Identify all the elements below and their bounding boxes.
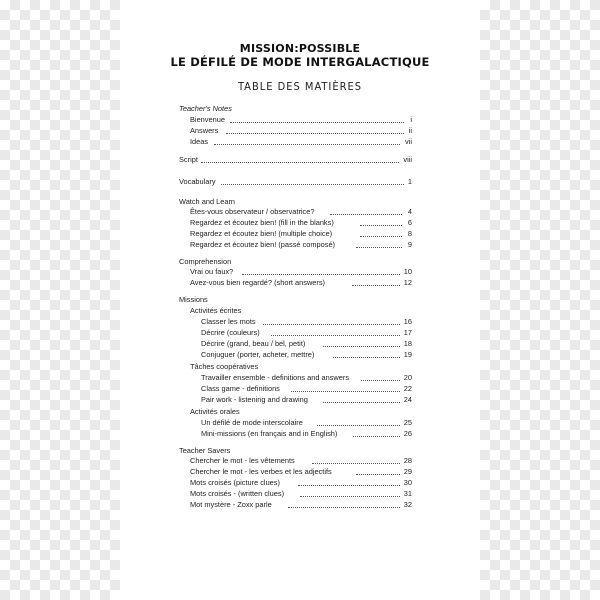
- toc-entry-label: Chercher le mot - les vêtements: [190, 456, 295, 465]
- toc-entry: [190, 206, 412, 217]
- toc-entry-page: 9: [407, 240, 412, 249]
- toc-entry: [190, 217, 412, 228]
- toc-entry-page: 24: [403, 395, 412, 404]
- toc-entry: [201, 349, 412, 360]
- toc-heading: TABLE DES MATIÈRES: [237, 80, 363, 93]
- subsection-heading-activites-orales: Activités orales: [190, 407, 240, 416]
- toc-entry: [190, 499, 412, 510]
- subsection-heading-taches-cooperatives: Tâches coopératives: [190, 362, 259, 371]
- dot-leader: [291, 390, 400, 392]
- toc-entry-page: 32: [403, 500, 412, 509]
- toc-entry-page: 10: [403, 267, 412, 276]
- toc-entry-label: Chercher le mot - les verbes et les adjectifs: [190, 467, 332, 476]
- toc-entry: [190, 488, 412, 499]
- toc-entry-page: i: [410, 115, 412, 124]
- dot-leader: [333, 356, 400, 358]
- dot-leader: [271, 334, 400, 336]
- toc-entry-label: Script: [179, 155, 198, 164]
- toc-entry-label: Vrai ou faux?: [190, 267, 234, 276]
- toc-entry-label: Classer les mots: [201, 317, 256, 326]
- dot-leader: [317, 424, 400, 426]
- toc-entry-page: 26: [403, 429, 412, 438]
- toc-entry: [190, 266, 412, 277]
- toc-entry-page: ii: [408, 126, 412, 135]
- toc-entry-page: 25: [403, 418, 412, 427]
- toc-entry-label: Êtes-vous observateur / observatrice?: [190, 207, 315, 216]
- toc-entry-label: Avez-vous bien regardé? (short answers): [190, 278, 326, 287]
- toc-entry: [190, 466, 412, 477]
- toc-entry-label: Regardez et écoutez bien! (fill in the blanks): [190, 218, 334, 227]
- dot-leader: [201, 161, 399, 163]
- dot-leader: [226, 132, 404, 134]
- toc-entry-label: Un défilé de mode interscolaire: [201, 418, 303, 427]
- toc-entry: [179, 154, 412, 165]
- toc-entry-page: 18: [403, 339, 412, 348]
- document-page: [120, 0, 480, 600]
- dot-leader: [330, 213, 402, 215]
- toc-entry: [201, 417, 412, 428]
- toc-entry: [201, 327, 412, 338]
- toc-entry-page: 20: [403, 373, 412, 382]
- toc-entry-label: Mot mystère - Zoxx parle: [190, 500, 272, 509]
- toc-entry-page: 12: [403, 278, 412, 287]
- toc-entry: [190, 239, 412, 250]
- dot-leader: [312, 462, 400, 464]
- toc-entry: [201, 338, 412, 349]
- toc-entry-page: 30: [403, 478, 412, 487]
- section-heading-teacher-savers: Teacher Savers: [179, 446, 231, 455]
- toc-entry-label: Mini-missions (en français and in English): [201, 429, 338, 438]
- toc-entry-label: Décrire (grand, beau / bel, petit): [201, 339, 306, 348]
- dot-leader: [323, 345, 400, 347]
- section-heading-teachers-notes: Teacher's Notes: [179, 104, 232, 113]
- dot-leader: [263, 323, 400, 325]
- toc-entry: [190, 228, 412, 239]
- toc-entry: [190, 136, 412, 147]
- toc-entry-page: vii: [405, 137, 412, 146]
- toc-entry-label: Conjuguer (porter, acheter, mettre): [201, 350, 315, 359]
- toc-entry-label: Answers: [190, 126, 219, 135]
- toc-entry: [201, 372, 412, 383]
- toc-entry-page: 16: [403, 317, 412, 326]
- toc-entry: [201, 428, 412, 439]
- dot-leader: [323, 401, 400, 403]
- document-title-line1: MISSION:POSSIBLE: [239, 42, 361, 55]
- dot-leader: [353, 435, 400, 437]
- toc-entry-label: Bienvenue: [190, 115, 225, 124]
- toc-entry-label: Ideas: [190, 137, 209, 146]
- toc-entry-label: Regardez et écoutez bien! (multiple choice): [190, 229, 333, 238]
- toc-entry: [190, 277, 412, 288]
- dot-leader: [221, 183, 404, 185]
- toc-entry-page: 17: [403, 328, 412, 337]
- dot-leader: [214, 143, 400, 145]
- toc-entry: [190, 477, 412, 488]
- dot-leader: [361, 379, 400, 381]
- toc-entry-label: Décrire (couleurs): [201, 328, 260, 337]
- toc-entry: [201, 394, 412, 405]
- dot-leader: [288, 506, 400, 508]
- toc-entry-label: Class game - definitions: [201, 384, 280, 393]
- toc-entry-label: Regardez et écoutez bien! (passé composé): [190, 240, 336, 249]
- section-heading-comprehension: Comprehension: [179, 257, 232, 266]
- toc-entry-page: 1: [407, 177, 412, 186]
- dot-leader: [230, 121, 404, 123]
- toc-entry-page: 8: [407, 229, 412, 238]
- toc-entry-label: Pair work - listening and drawing: [201, 395, 308, 404]
- document-title-line2: LE DÉFILÉ DE MODE INTERGALACTIQUE: [170, 55, 430, 69]
- dot-leader: [298, 484, 400, 486]
- toc-entry-label: Vocabulary: [179, 177, 216, 186]
- toc-entry: [201, 383, 412, 394]
- toc-entry-label: Travailler ensemble - definitions and answers: [201, 373, 350, 382]
- dot-leader: [352, 284, 400, 286]
- toc-entry-page: 29: [403, 467, 412, 476]
- toc-entry-page: 22: [403, 384, 412, 393]
- dot-leader: [242, 273, 400, 275]
- toc-entry-label: Mots croisés - (written clues): [190, 489, 285, 498]
- toc-entry: [190, 455, 412, 466]
- toc-entry: [190, 125, 412, 136]
- dot-leader: [360, 235, 402, 237]
- toc-entry-page: viii: [403, 155, 412, 164]
- toc-entry: [201, 316, 412, 327]
- subsection-heading-activites-ecrites: Activités écrites: [190, 306, 242, 315]
- section-heading-watch-and-learn: Watch and Learn: [179, 197, 236, 206]
- toc-entry: [190, 114, 412, 125]
- toc-entry-page: 19: [403, 350, 412, 359]
- toc-entry-page: 31: [403, 489, 412, 498]
- dot-leader: [300, 495, 400, 497]
- section-heading-missions: Missions: [179, 295, 208, 304]
- dot-leader: [360, 224, 402, 226]
- toc-entry: [179, 176, 412, 187]
- toc-entry-page: 4: [407, 207, 412, 216]
- dot-leader: [356, 473, 400, 475]
- dot-leader: [356, 246, 402, 248]
- toc-entry-label: Mots croisés (picture clues): [190, 478, 280, 487]
- toc-entry-page: 28: [403, 456, 412, 465]
- toc-entry-page: 6: [407, 218, 412, 227]
